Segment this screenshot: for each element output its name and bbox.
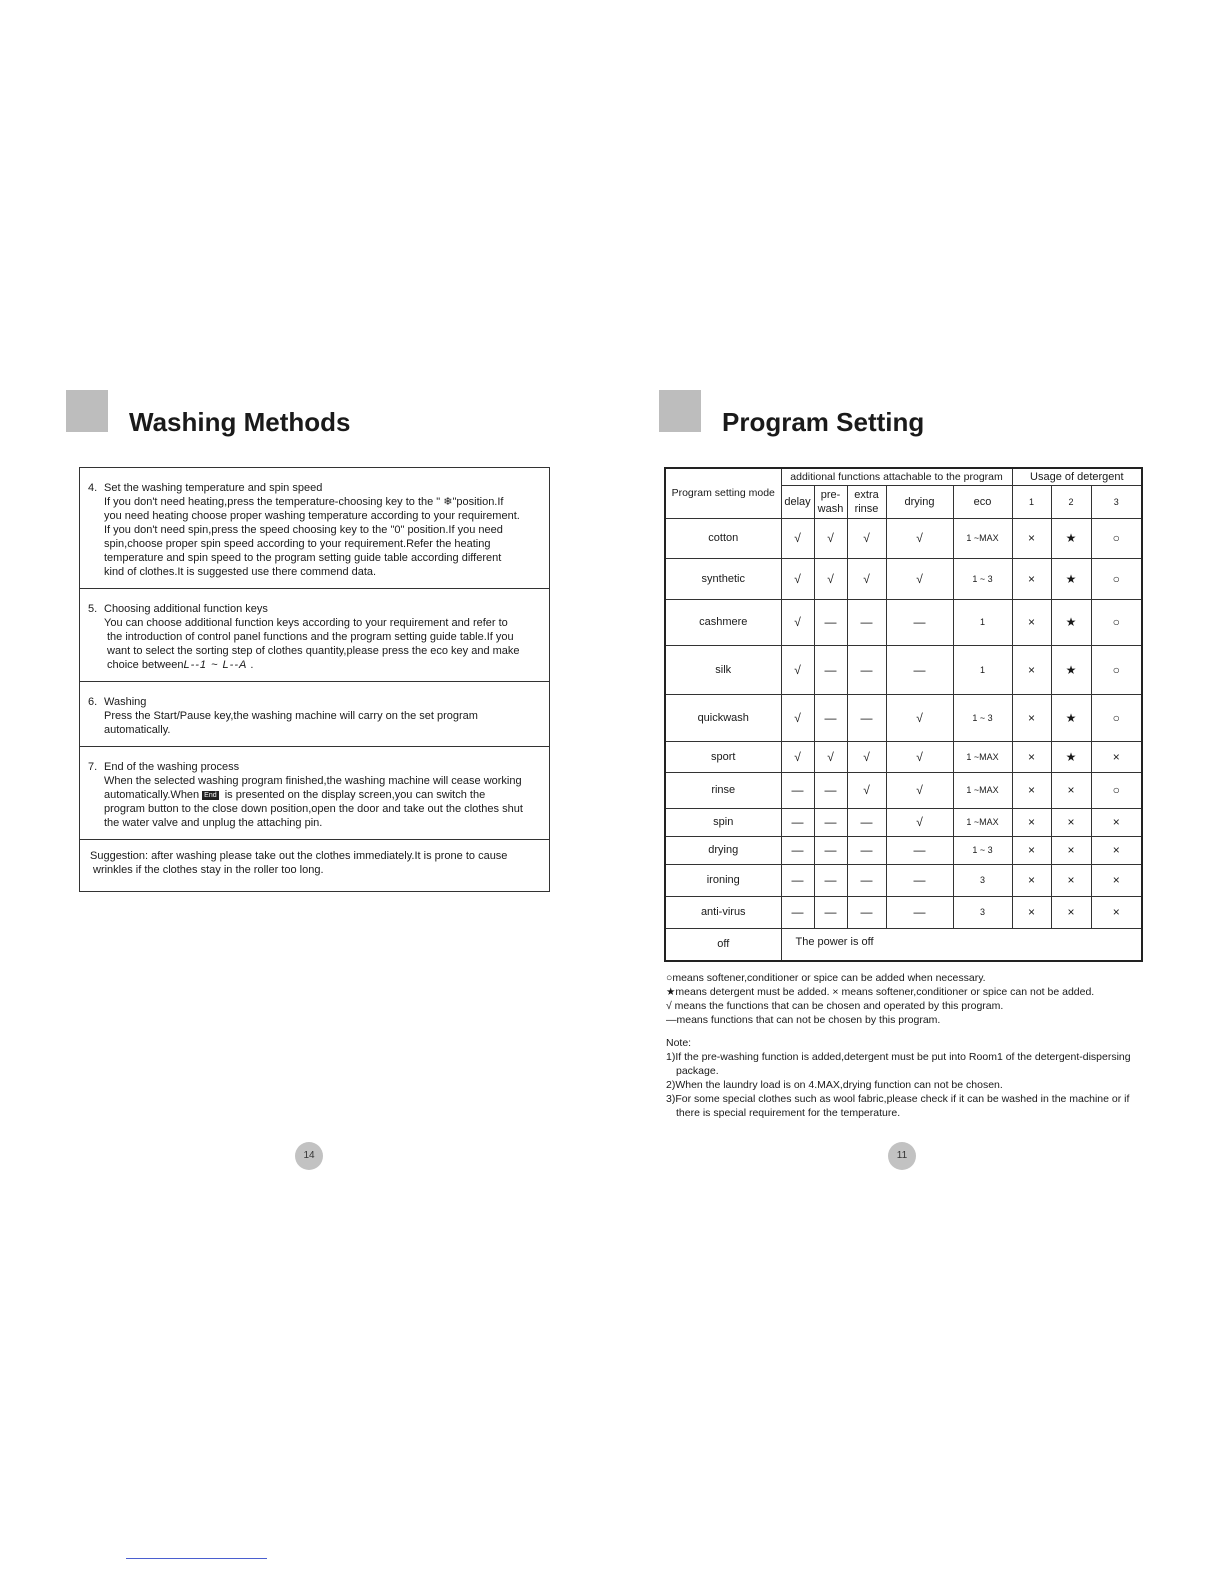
cell-extra: — (847, 694, 886, 741)
legend-line: ○means softener,conditioner or spice can be added when necessary. (666, 972, 986, 984)
cell-eco: 3 (953, 864, 1012, 896)
cell-extra: — (847, 808, 886, 836)
cell-delay: √ (781, 518, 814, 558)
cell-d2: × (1051, 836, 1091, 864)
step-number: 6. (88, 696, 98, 708)
cell-d3: ○ (1091, 518, 1142, 558)
header-usage-detergent: Usage of detergent (1012, 468, 1142, 485)
cell-d1: × (1012, 741, 1051, 772)
cell-eco: 1 ~MAX (953, 808, 1012, 836)
footer-rule (126, 1558, 267, 1559)
cell-extra: — (847, 864, 886, 896)
cell-drying: — (886, 864, 953, 896)
mode-cell: anti-virus (665, 896, 781, 928)
header-extra-line1: extra (854, 488, 879, 501)
step-text: choice between (107, 659, 184, 671)
cell-eco: 1 (953, 599, 1012, 645)
cell-eco: 1 ~MAX (953, 772, 1012, 808)
program-setting-table (664, 467, 1143, 962)
suggestion-line: Suggestion: after washing please take out the clothes immediately.It is prone to cause (90, 850, 508, 862)
cell-d3: × (1091, 836, 1142, 864)
cell-extra: √ (847, 772, 886, 808)
step-7 (80, 747, 549, 840)
end-display-icon: End (204, 792, 217, 799)
step-5 (80, 589, 549, 682)
mode-cell: silk (665, 645, 781, 694)
cell-drying: — (886, 836, 953, 864)
cell-delay: — (781, 808, 814, 836)
legend-line: ★means detergent must be added. × means softener,conditioner or spice can not be added. (666, 986, 1095, 998)
cell-extra: √ (847, 558, 886, 599)
cell-drying: √ (886, 772, 953, 808)
cell-d1: × (1012, 645, 1051, 694)
table-header-row (665, 468, 1142, 485)
cell-delay: √ (781, 741, 814, 772)
step-line: the water valve and unplug the attaching pin. (104, 817, 323, 829)
step-number: 7. (88, 761, 98, 773)
step-heading: Choosing additional function keys (104, 603, 268, 615)
cell-d1: × (1012, 864, 1051, 896)
step-line: spin,choose proper spin speed according to your requirement.Refer the heating (104, 538, 491, 550)
step-line: Press the Start/Pause key,the washing machine will carry on the set program (104, 710, 478, 722)
cell-d2: × (1051, 864, 1091, 896)
note-title: Note: (666, 1037, 692, 1049)
step-line: When the selected washing program finished,the washing machine will cease working (104, 775, 522, 787)
mode-cell: ironing (665, 864, 781, 896)
cell-drying: √ (886, 518, 953, 558)
cell-extra: — (847, 836, 886, 864)
cell-d1: × (1012, 808, 1051, 836)
cell-d2: ★ (1051, 599, 1091, 645)
cell-d1: × (1012, 599, 1051, 645)
cell-d1: × (1012, 772, 1051, 808)
table-row (665, 558, 1142, 599)
cell-prewash: √ (814, 558, 847, 599)
cell-prewash: — (814, 599, 847, 645)
step-number: 5. (88, 603, 98, 615)
cell-eco: 1 (953, 645, 1012, 694)
cell-d1: × (1012, 518, 1051, 558)
step-body (88, 709, 549, 737)
cell-prewash: — (814, 772, 847, 808)
cell-d1: × (1012, 896, 1051, 928)
section-marker-left (66, 390, 108, 432)
cell-delay: — (781, 772, 814, 808)
header-program-mode: Program setting mode (665, 468, 781, 518)
step-line (104, 788, 547, 802)
cell-d3: ○ (1091, 645, 1142, 694)
table-row (665, 645, 1142, 694)
cell-delay: √ (781, 694, 814, 741)
cell-d2: ★ (1051, 518, 1091, 558)
cell-drying: — (886, 896, 953, 928)
mode-cell: drying (665, 836, 781, 864)
step-line: temperature and spin speed to the program setting guide table according different (104, 552, 502, 564)
step-line: If you don't need spin,press the speed choosing key to the "0" position.If you need (104, 524, 503, 536)
cell-extra: √ (847, 741, 886, 772)
legend-line: —means functions that can not be chosen by this program. (666, 1014, 941, 1026)
cell-d2: ★ (1051, 741, 1091, 772)
cell-eco: 1 ~ 3 (953, 694, 1012, 741)
cell-prewash: — (814, 896, 847, 928)
table-row (665, 836, 1142, 864)
header-delay: delay (781, 485, 814, 518)
step-line: You can choose additional function keys according to your requirement and refer to (104, 617, 508, 629)
mode-cell: synthetic (665, 558, 781, 599)
cell-prewash: — (814, 694, 847, 741)
cell-d3: ○ (1091, 772, 1142, 808)
cell-eco: 1 ~ 3 (953, 836, 1012, 864)
step-line: program button to the close down position,open the door and take out the clothes shut (104, 803, 523, 815)
header-drying: drying (886, 485, 953, 518)
page-title-program-setting: Program Setting (722, 407, 925, 437)
cell-d3: × (1091, 741, 1142, 772)
note-item: 1)If the pre-washing function is added,detergent must be put into Room1 of the detergent-dispersing package. (666, 1051, 1131, 1077)
cell-delay: — (781, 864, 814, 896)
cell-delay: — (781, 896, 814, 928)
table-row (665, 808, 1142, 836)
step-line: the introduction of control panel functions and the program setting guide table.If you (107, 631, 514, 643)
cell-drying: √ (886, 558, 953, 599)
cell-delay: √ (781, 599, 814, 645)
legend-line: √ means the functions that can be chosen and operated by this program. (666, 1000, 1004, 1012)
step-heading: End of the washing process (104, 761, 240, 773)
suggestion-box (80, 840, 549, 891)
step-line: kind of clothes.It is suggested use there commend data. (104, 566, 377, 578)
cell-d2: ★ (1051, 694, 1091, 741)
mode-cell: rinse (665, 772, 781, 808)
cell-drying: √ (886, 808, 953, 836)
step-text: . (250, 659, 254, 671)
table-row (665, 864, 1142, 896)
off-description: The power is off (781, 928, 1142, 961)
mode-cell: cotton (665, 518, 781, 558)
step-body (88, 774, 549, 830)
table-row (665, 694, 1142, 741)
cell-d1: × (1012, 694, 1051, 741)
legend-and-notes (666, 971, 1166, 1120)
header-detergent-2: 2 (1051, 485, 1091, 518)
cell-drying: √ (886, 741, 953, 772)
cell-prewash: — (814, 808, 847, 836)
cell-d3: ○ (1091, 694, 1142, 741)
cell-drying: √ (886, 694, 953, 741)
step-heading: Set the washing temperature and spin speed (104, 482, 323, 494)
cell-eco: 1 ~MAX (953, 741, 1012, 772)
cell-d3: ○ (1091, 599, 1142, 645)
step-number: 4. (88, 482, 98, 494)
cell-d2: ★ (1051, 558, 1091, 599)
note-item: 3)For some special clothes such as wool fabric,please check if it can be washed in the machine or if there is special requirement for the temperature. (666, 1093, 1130, 1119)
cell-eco: 1 ~ 3 (953, 558, 1012, 599)
cell-d2: × (1051, 896, 1091, 928)
cell-prewash: — (814, 645, 847, 694)
header-detergent-1: 1 (1012, 485, 1051, 518)
mode-cell: cashmere (665, 599, 781, 645)
table-row (665, 896, 1142, 928)
cell-prewash: √ (814, 518, 847, 558)
cell-delay: — (781, 836, 814, 864)
cell-d3: × (1091, 864, 1142, 896)
page-title-washing-methods: Washing Methods (129, 407, 351, 437)
table-row-off (665, 928, 1142, 961)
step-text: is presented on the display screen,you can switch the (224, 789, 486, 801)
cell-extra: — (847, 896, 886, 928)
step-line: want to select the sorting step of clothes quantity,please press the eco key and make (107, 645, 520, 657)
cell-drying: — (886, 599, 953, 645)
step-body (88, 495, 549, 579)
cell-eco: 1 ~MAX (953, 518, 1012, 558)
table-body (665, 518, 1142, 928)
cell-d2: × (1051, 808, 1091, 836)
step-text: automatically.When (104, 789, 200, 801)
table-row (665, 772, 1142, 808)
table-row (665, 599, 1142, 645)
cell-d3: ○ (1091, 558, 1142, 599)
cell-d1: × (1012, 836, 1051, 864)
table-row (665, 518, 1142, 558)
step-6 (80, 682, 549, 747)
step-line: you need heating choose proper washing temperature according to your requirement. (104, 510, 520, 522)
cell-delay: √ (781, 558, 814, 599)
cell-prewash: √ (814, 741, 847, 772)
header-prewash-line2: wash (817, 502, 844, 515)
cell-prewash: — (814, 836, 847, 864)
step-4 (80, 468, 549, 589)
cell-prewash: — (814, 864, 847, 896)
cell-extra: — (847, 645, 886, 694)
step-line: If you don't need heating,press the temperature-choosing key to the " ❄"position.If (104, 496, 504, 508)
header-extra-line2: rinse (854, 502, 879, 515)
cell-d3: × (1091, 896, 1142, 928)
note-item: 2)When the laundry load is on 4.MAX,drying function can not be chosen. (666, 1079, 1003, 1091)
header-prewash (814, 485, 847, 518)
header-extra-rinse (847, 485, 886, 518)
cell-eco: 3 (953, 896, 1012, 928)
step-body (88, 616, 549, 672)
section-marker-right (659, 390, 701, 432)
mode-cell: off (665, 928, 781, 961)
mode-cell: quickwash (665, 694, 781, 741)
page-number-badge: 14 (295, 1142, 323, 1170)
page-number-badge: 11 (888, 1142, 916, 1170)
cell-drying: — (886, 645, 953, 694)
header-detergent-3: 3 (1091, 485, 1142, 518)
cell-extra: — (847, 599, 886, 645)
header-prewash-line1: pre- (820, 488, 841, 501)
washing-steps-box (79, 467, 550, 892)
cell-extra: √ (847, 518, 886, 558)
mode-cell: spin (665, 808, 781, 836)
step-line: automatically. (104, 724, 171, 736)
table-row (665, 741, 1142, 772)
cell-d1: × (1012, 558, 1051, 599)
mode-cell: sport (665, 741, 781, 772)
cell-d2: × (1051, 772, 1091, 808)
header-additional-functions: additional functions attachable to the program (781, 468, 1012, 485)
cell-d3: × (1091, 808, 1142, 836)
step-heading: Washing (104, 696, 147, 708)
header-eco: eco (953, 485, 1012, 518)
cell-d2: ★ (1051, 645, 1091, 694)
lcd-code-range: L--1 ~ L--A (183, 659, 248, 671)
cell-delay: √ (781, 645, 814, 694)
suggestion-line: wrinkles if the clothes stay in the roller too long. (93, 864, 324, 876)
step-line (104, 658, 547, 672)
